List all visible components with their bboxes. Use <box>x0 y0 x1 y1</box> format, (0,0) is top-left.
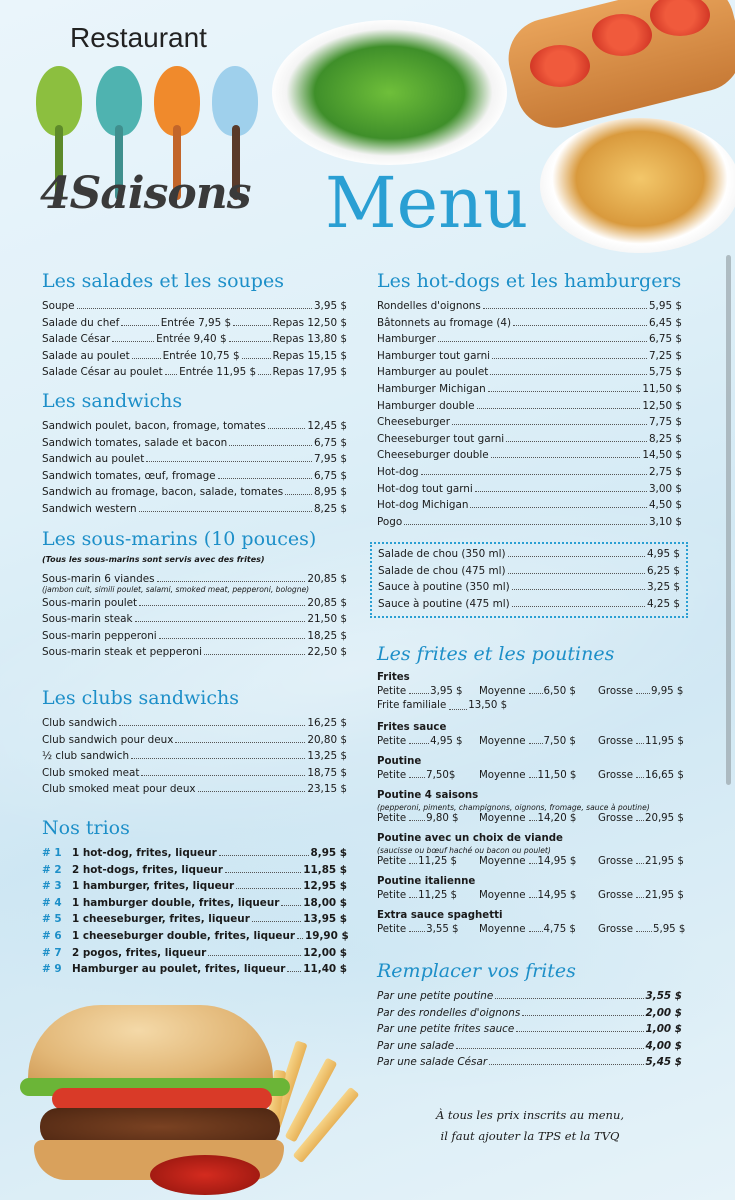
section-frites <box>377 643 687 937</box>
section-title: Les sous-marins (10 pouces) <box>42 528 317 550</box>
section-sous-marins <box>42 528 347 661</box>
menu-item: Rondelles d'oignons 5,95 $ <box>377 300 682 312</box>
poutine-photo <box>540 118 735 253</box>
section-title: Remplacer vos frites <box>377 960 576 982</box>
menu-item: Sandwich au fromage, bacon, salade, tomates 8,95 $ <box>42 486 347 499</box>
menu-item: Club smoked meat pour deux 23,15 $ <box>42 783 347 796</box>
menu-item: Sous-marin poulet 20,85 $ <box>42 596 347 609</box>
trio-item: # 9 Hamburger au poulet, frites, liqueur 11,40 $ <box>42 963 347 976</box>
ketchup <box>150 1155 260 1195</box>
section-title: Nos trios <box>42 817 130 839</box>
tomato-slice <box>592 14 652 56</box>
menu-title: Menu <box>325 162 529 244</box>
burger-tomato <box>52 1088 272 1110</box>
menu-item: Salade de chou (475 ml) 6,25 $ <box>378 564 680 577</box>
tomato-slice <box>530 45 590 87</box>
menu-item: Sandwich tomates, œuf, fromage 6,75 $ <box>42 469 347 482</box>
trio-item: # 2 2 hot-dogs, frites, liqueur 11,85 $ <box>42 863 347 876</box>
section-trios <box>42 817 347 978</box>
menu-item: Sauce à poutine (475 ml) 4,25 $ <box>378 597 680 610</box>
extras-box <box>370 542 688 618</box>
menu-item: Par une petite poutine 3,55 $ <box>377 990 682 1002</box>
menu-item: Sous-marin steak 21,50 $ <box>42 613 347 626</box>
restaurant-label: Restaurant <box>70 22 207 53</box>
menu-item: Sandwich tomates, salade et bacon 6,75 $ <box>42 436 347 449</box>
menu-item: Sous-marin steak et pepperoni 22,50 $ <box>42 646 347 659</box>
menu-item: Bâtonnets au fromage (4) 6,45 $ <box>377 316 682 329</box>
size-prices: Petite 3,95 $ Moyenne 6,50 $ Grosse 9,95 $ <box>377 686 684 697</box>
menu-item: Hamburger Michigan 11,50 $ <box>377 382 682 395</box>
menu-item: Par une salade 4,00 $ <box>377 1039 682 1052</box>
size-prices: Petite 11,25 $ Moyenne 14,95 $ Grosse 21,95 $ <box>377 856 684 867</box>
tax-note <box>430 1105 630 1147</box>
menu-item: Pogo 3,10 $ <box>377 515 682 528</box>
size-prices: Petite 7,50$ Moyenne 11,50 $ Grosse 16,65 $ <box>377 770 684 781</box>
menu-item: Hot-dog 2,75 $ <box>377 465 682 478</box>
section-title: Les frites et les poutines <box>377 643 615 665</box>
group-note: (saucisse ou bœuf haché ou bacon ou poulet) <box>377 846 551 855</box>
trio-item: # 1 1 hot-dog, frites, liqueur 8,95 $ <box>42 847 347 859</box>
menu-item: Cheeseburger 7,75 $ <box>377 416 682 429</box>
menu-item: Hot-dog Michigan 4,50 $ <box>377 499 682 512</box>
frites-group-name: Extra sauce spaghetti <box>377 910 503 921</box>
menu-item: Salade au poulet Entrée 10,75 $ Repas 15,15 $ <box>42 349 347 362</box>
brand-name: 4Saisons <box>40 168 251 219</box>
trio-item: # 5 1 cheeseburger, frites, liqueur 13,95 $ <box>42 913 347 926</box>
menu-item: Salade de chou (350 ml) 4,95 $ <box>378 548 680 560</box>
frites-group-name: Poutine italienne <box>377 876 476 887</box>
section-salades <box>42 270 347 381</box>
menu-item: Hamburger 6,75 $ <box>377 333 682 346</box>
menu-item: Club sandwich pour deux 20,80 $ <box>42 733 347 746</box>
frites-group-name: Frites <box>377 672 410 683</box>
section-hot-dogs <box>377 270 682 530</box>
menu-item: Par une petite frites sauce 1,00 $ <box>377 1023 682 1036</box>
section-title: Les salades et les soupes <box>42 270 284 292</box>
section-note: (Tous les sous-marins sont servis avec des frites) <box>42 555 265 564</box>
menu-item: Sauce à poutine (350 ml) 3,25 $ <box>378 581 680 594</box>
menu-item: Par des rondelles d'oignons 2,00 $ <box>377 1006 682 1019</box>
menu-item: Club sandwich 16,25 $ <box>42 717 347 729</box>
size-prices: Petite 3,55 $ Moyenne 4,75 $ Grosse 5,95 $ <box>377 924 686 935</box>
menu-item: Sous-marin 6 viandes 20,85 $ <box>42 573 347 585</box>
menu-item: ½ club sandwich 13,25 $ <box>42 750 347 763</box>
size-prices: Petite 9,80 $ Moyenne 14,20 $ Grosse 20,95 $ <box>377 813 684 824</box>
frites-group-name: Frites sauce <box>377 722 447 733</box>
trio-item: # 7 2 pogos, frites, liqueur 12,00 $ <box>42 946 347 959</box>
size-prices: Petite 4,95 $ Moyenne 7,50 $ Grosse 11,95 $ <box>377 736 684 747</box>
group-note: (pepperoni, piments, champignons, oignons, fromage, sauce à poutine) <box>377 803 650 812</box>
menu-item: Par une salade César 5,45 $ <box>377 1056 682 1069</box>
trio-item: # 3 1 hamburger, frites, liqueur 12,95 $ <box>42 880 347 893</box>
item-note: (jambon cuit, simili poulet, salami, smoked meat, pepperoni, bologne) <box>42 584 310 594</box>
tax-note-line: il faut ajouter la TPS et la TVQ <box>440 1129 620 1143</box>
menu-item: Hamburger tout garni 7,25 $ <box>377 349 682 362</box>
menu-item: Hot-dog tout garni 3,00 $ <box>377 482 682 495</box>
menu-item: Sandwich poulet, bacon, fromage, tomates 12,45 $ <box>42 420 347 432</box>
size-prices: Petite 11,25 $ Moyenne 14,95 $ Grosse 21,95 $ <box>377 890 684 901</box>
salad-photo <box>272 20 507 165</box>
menu-item: Hamburger double 12,50 $ <box>377 399 682 412</box>
menu-item: Cheeseburger tout garni 8,25 $ <box>377 432 682 445</box>
menu-item: Club smoked meat 18,75 $ <box>42 766 347 779</box>
section-title: Les sandwichs <box>42 390 183 412</box>
menu-item: Cheeseburger double 14,50 $ <box>377 449 682 462</box>
menu-item: Sous-marin pepperoni 18,25 $ <box>42 629 347 642</box>
section-sandwichs <box>42 390 347 518</box>
trio-item: # 4 1 hamburger double, frites, liqueur 18,00 $ <box>42 896 347 909</box>
menu-item: Sandwich au poulet 7,95 $ <box>42 453 347 466</box>
menu-item: Salade César Entrée 9,40 $ Repas 13,80 $ <box>42 333 347 346</box>
menu-item: Salade César au poulet Entrée 11,95 $ Repas 17,95 $ <box>42 366 348 379</box>
frites-group-name: Poutine <box>377 756 422 767</box>
section-title: Les hot-dogs et les hamburgers <box>377 270 682 292</box>
frites-group-name: Poutine avec un choix de viande <box>377 833 563 844</box>
section-clubs <box>42 687 347 798</box>
section-title: Les clubs sandwichs <box>42 687 240 709</box>
menu-item: Soupe 3,95 $ <box>42 300 347 312</box>
tax-note-line: À tous les prix inscrits au menu, <box>435 1108 625 1122</box>
menu-item: Salade du chef Entrée 7,95 $ Repas 12,50 $ <box>42 316 347 329</box>
frite-familiale: Frite familiale 13,50 $ <box>377 700 508 711</box>
trio-item: # 6 1 cheeseburger double, frites, liqueur 19,90 $ <box>42 929 349 942</box>
menu-item: Hamburger au poulet 5,75 $ <box>377 366 682 379</box>
frites-group-name: Poutine 4 saisons <box>377 790 479 801</box>
scrollbar[interactable] <box>726 255 731 785</box>
section-remplacer <box>377 960 682 1071</box>
menu-item: Sandwich western 8,25 $ <box>42 502 347 515</box>
